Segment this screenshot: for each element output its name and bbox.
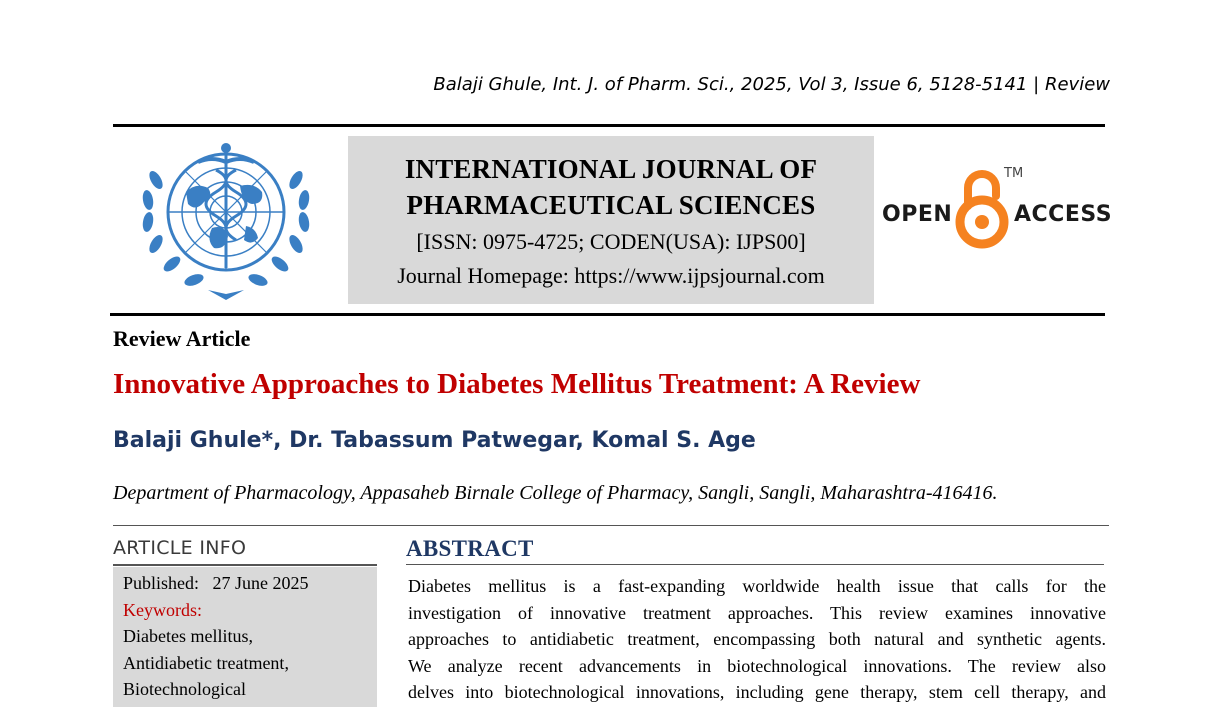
header-rule-top	[113, 124, 1105, 127]
article-info-rule	[113, 564, 377, 566]
article-type: Review Article	[113, 326, 251, 351]
article-info-box	[113, 567, 377, 707]
keywords-label: Keywords:	[123, 599, 202, 620]
article-title: Innovative Approaches to Diabetes Mellitus Treatment: A Review	[113, 368, 921, 400]
header-rule-bottom	[110, 313, 1105, 316]
keyword-item: Biotechnological	[123, 679, 246, 699]
article-info-heading: ARTICLE INFO	[113, 537, 247, 559]
abstract-rule	[406, 564, 1104, 565]
citation-header: Balaji Ghule, Int. J. of Pharm. Sci., 2025, Vol 3, Issue 6, 5128-5141 | Review	[433, 74, 1110, 95]
journal-title-line2: PHARMACEUTICAL SCIENCES	[406, 190, 816, 220]
abstract-line: approaches to antidiabetic treatment, encompassing both natural and synthetic agents.	[408, 629, 1106, 649]
published-date: 27 June 2025	[212, 573, 309, 593]
journal-banner	[348, 136, 874, 304]
article-authors: Balaji Ghule*, Dr. Tabassum Patwegar, Komal S. Age	[113, 428, 756, 453]
section-divider	[113, 525, 1109, 526]
trademark-mark: TM	[1004, 166, 1024, 181]
open-access-logo	[878, 166, 1113, 250]
keyword-item: Diabetes mellitus,	[123, 626, 253, 646]
access-word: ACCESS	[1014, 202, 1113, 227]
journal-issn: [ISSN: 0975-4725; CODEN(USA): IJPS00]	[416, 229, 806, 254]
keyword-item: Antidiabetic treatment,	[123, 652, 289, 673]
abstract-line: We analyze recent advancements in biotechnological innovations. The review also	[408, 655, 1106, 676]
abstract-line: delves into biotechnological innovations, including gene therapy, stem cell therapy, and	[408, 682, 1106, 702]
published-label: Published:	[123, 573, 200, 593]
journal-homepage: Journal Homepage: https://www.ijpsjournal.com	[397, 263, 825, 288]
un-globe-emblem-icon	[128, 140, 324, 306]
abstract-heading: ABSTRACT	[406, 536, 534, 561]
abstract-body	[408, 573, 1106, 706]
journal-title-line1: INTERNATIONAL JOURNAL OF	[404, 154, 818, 184]
open-word: OPEN	[882, 202, 953, 227]
abstract-line: investigation of innovative treatment approaches. This review examines innovative	[408, 602, 1106, 623]
article-affiliation: Department of Pharmacology, Appasaheb Birnale College of Pharmacy, Sangli, Sangli, Maharashtra-416416.	[113, 482, 998, 504]
published-row	[123, 570, 377, 597]
abstract-line: Diabetes mellitus is a fast-expanding worldwide health issue that calls for the	[408, 576, 1106, 596]
